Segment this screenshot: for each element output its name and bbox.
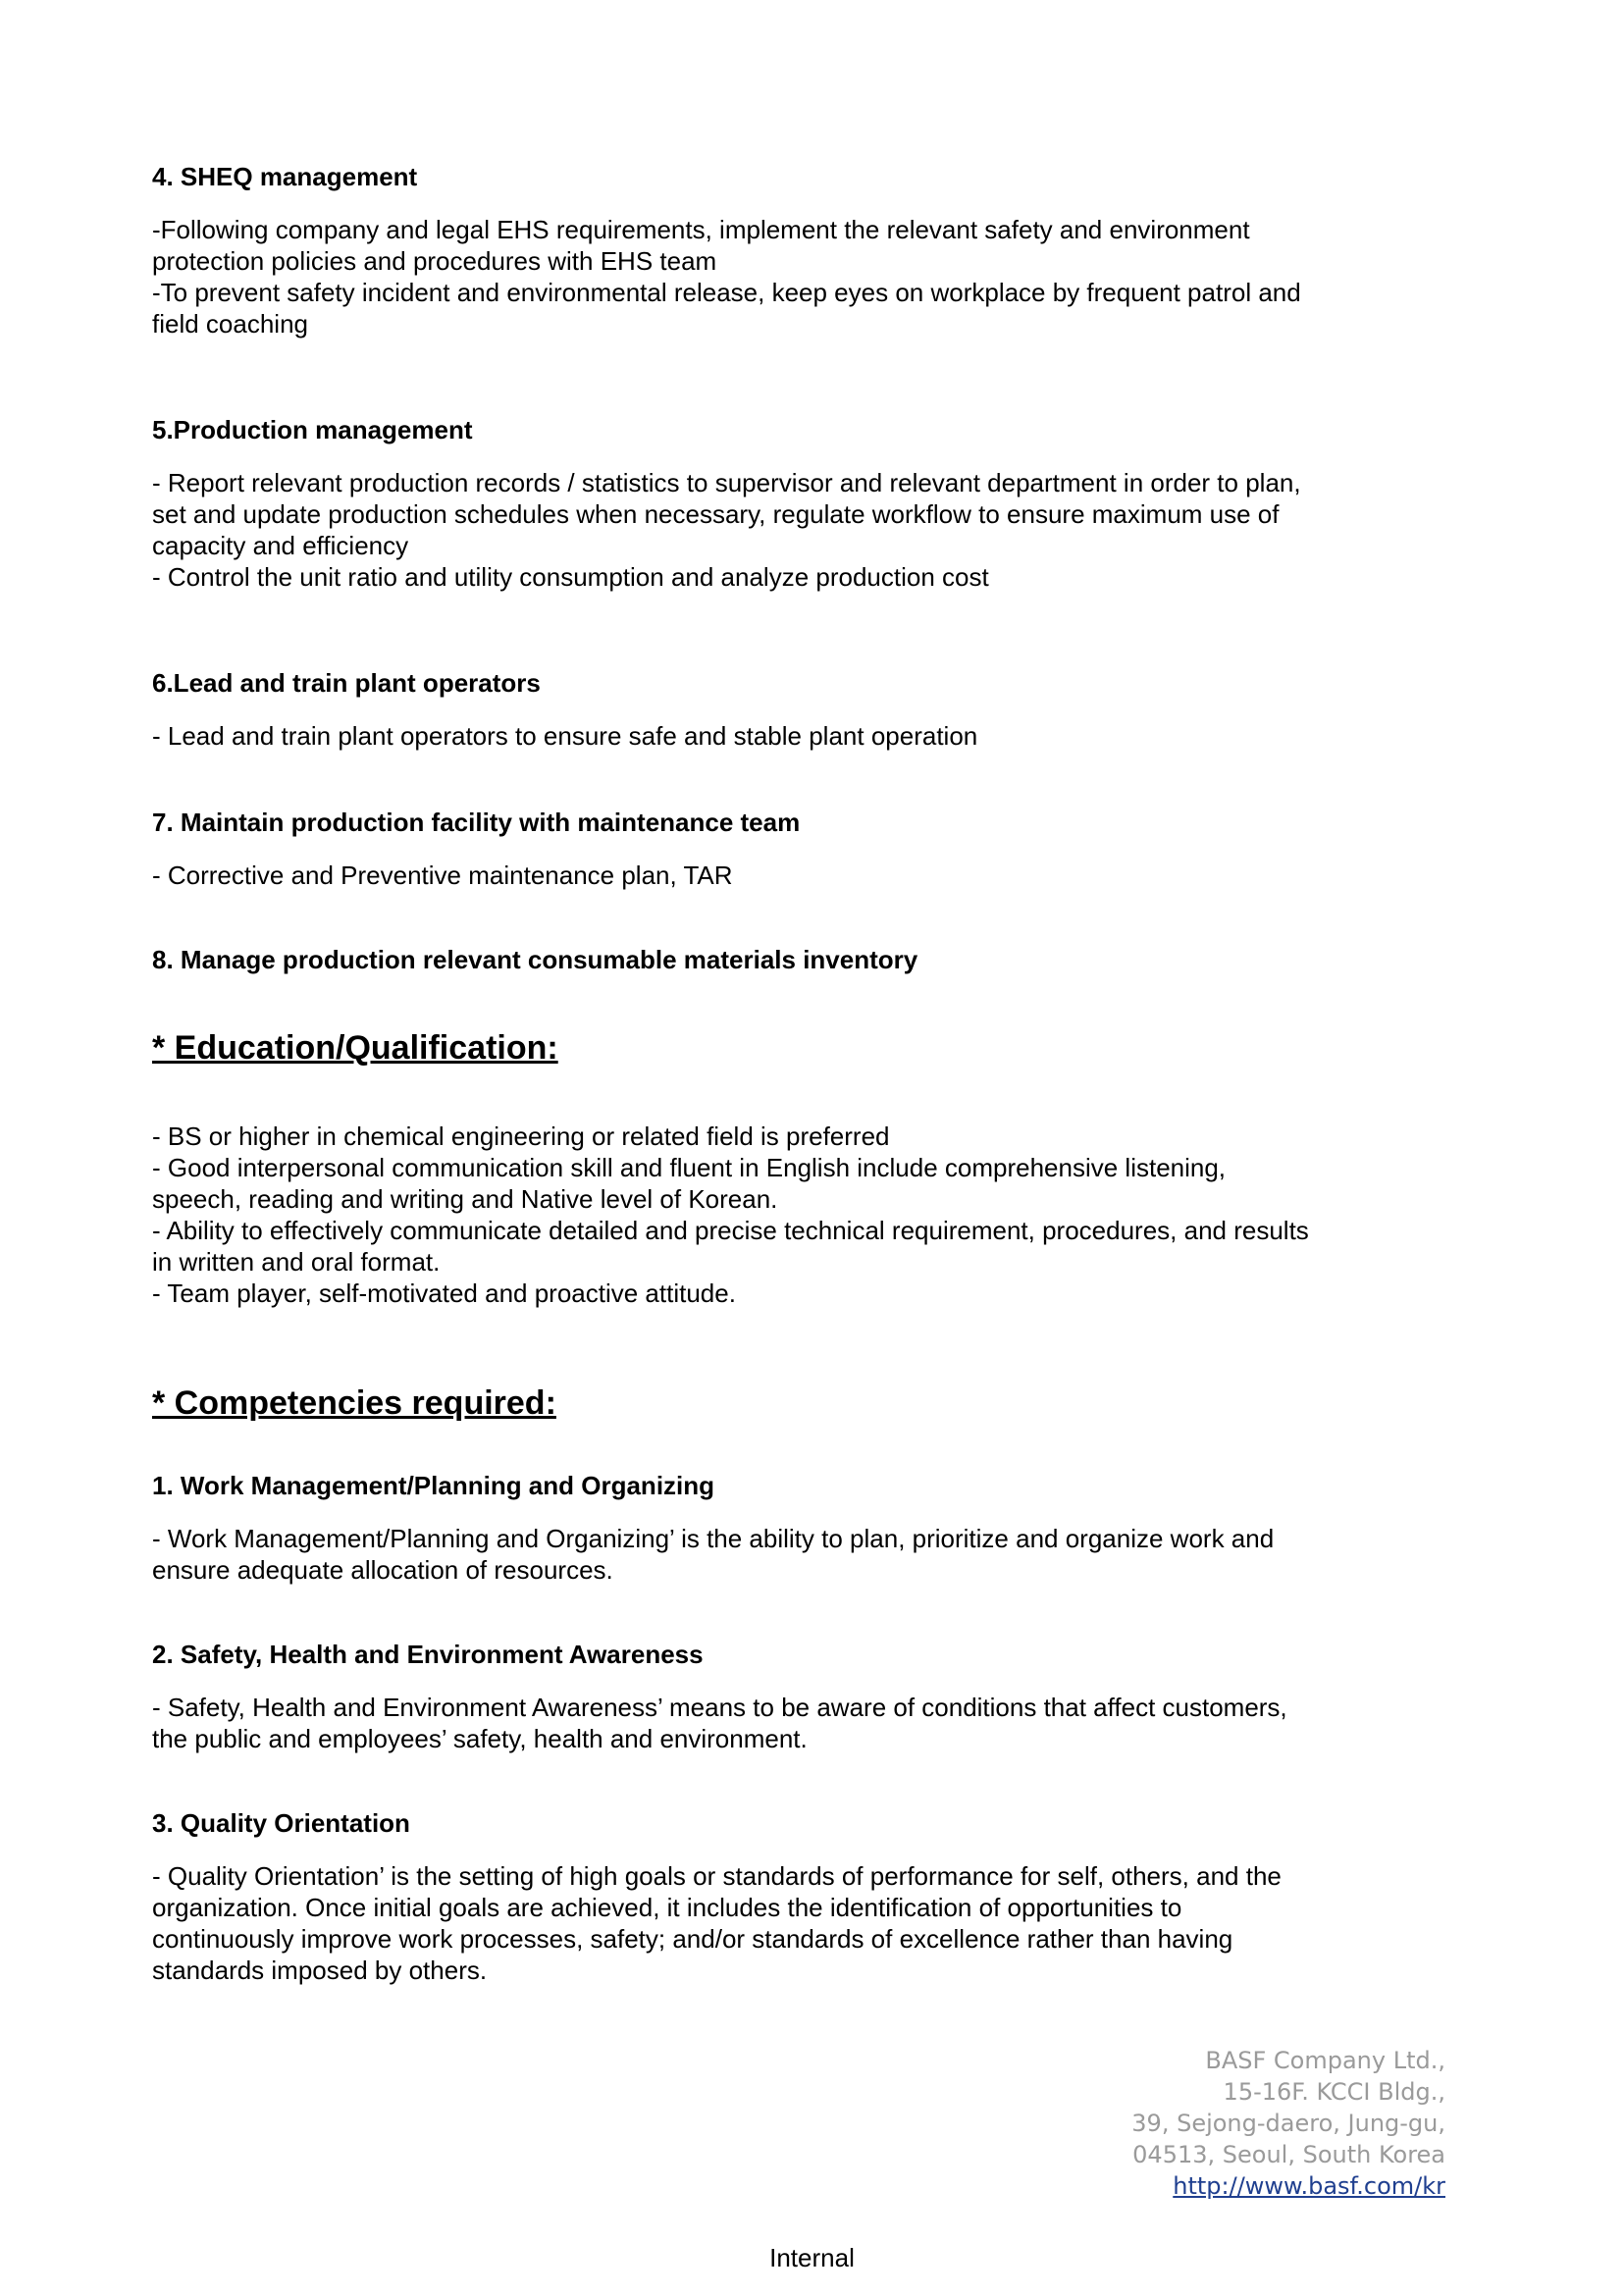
section-text-line: capacity and efficiency	[152, 531, 409, 560]
competency-text-line: ensure adequate allocation of resources.	[152, 1555, 613, 1585]
section-lead-train-operators	[152, 667, 1428, 752]
section-consumable-inventory	[152, 944, 1428, 975]
section-education	[152, 1028, 1428, 1309]
company-city: 04513, Seoul, South Korea	[1132, 2141, 1445, 2168]
competencies-heading: * Competencies required:	[152, 1384, 556, 1422]
company-building: 15-16F. KCCI Bldg.,	[1223, 2078, 1445, 2106]
competency-text-line: - Work Management/Planning and Organizing’ is the ability to plan, prioritize and organize work and	[152, 1524, 1275, 1553]
section-text-line: - Lead and train plant operators to ensure safe and stable plant operation	[152, 721, 978, 751]
education-line: - Ability to effectively communicate detailed and precise technical requirement, procedures, and results	[152, 1216, 1309, 1245]
competency-text-line: - Safety, Health and Environment Awareness’ means to be aware of conditions that affect customers,	[152, 1693, 1287, 1722]
competency-item	[152, 1470, 1428, 1586]
competency-text-line: the public and employees’ safety, health and environment.	[152, 1724, 808, 1753]
section-sheq-management	[152, 161, 1428, 339]
section-text-line: - Report relevant production records / statistics to supervisor and relevant department in order to plan,	[152, 468, 1301, 497]
section-text-line: -Following company and legal EHS requirements, implement the relevant safety and environment	[152, 215, 1250, 244]
education-line: - Good interpersonal communication skill and fluent in English include comprehensive listening,	[152, 1153, 1227, 1182]
company-address	[1131, 2045, 1445, 2202]
company-street: 39, Sejong-daero, Jung-gu,	[1131, 2110, 1445, 2137]
competency-heading: 1. Work Management/Planning and Organizing	[152, 1471, 715, 1500]
company-name: BASF Company Ltd.,	[1205, 2047, 1445, 2074]
competency-text-line: - Quality Orientation’ is the setting of high goals or standards of performance for self, others, and the	[152, 1861, 1282, 1891]
section-text-line: set and update production schedules when necessary, regulate workflow to ensure maximum use of	[152, 499, 1280, 529]
section-heading: 6.Lead and train plant operators	[152, 668, 541, 698]
competency-heading: 2. Safety, Health and Environment Awareness	[152, 1640, 704, 1669]
section-competencies	[152, 1383, 1428, 1986]
section-production-management	[152, 414, 1428, 593]
competency-text-line: continuously improve work processes, safety; and/or standards of excellence rather than having	[152, 1924, 1233, 1954]
competency-item	[152, 1639, 1428, 1754]
education-line: - BS or higher in chemical engineering or related field is preferred	[152, 1121, 890, 1151]
section-heading: 4. SHEQ management	[152, 162, 418, 191]
section-text-line: - Corrective and Preventive maintenance plan, TAR	[152, 861, 733, 890]
document-body	[152, 161, 1428, 1986]
section-text-line: - Control the unit ratio and utility consumption and analyze production cost	[152, 562, 989, 592]
section-maintain-facility	[152, 807, 1428, 891]
education-line: speech, reading and writing and Native level of Korean.	[152, 1184, 778, 1214]
section-text-line: -To prevent safety incident and environmental release, keep eyes on workplace by frequent patrol and	[152, 278, 1301, 307]
competency-text-line: standards imposed by others.	[152, 1956, 488, 1985]
section-heading: 7. Maintain production facility with maintenance team	[152, 808, 801, 837]
section-heading: 8. Manage production relevant consumable materials inventory	[152, 945, 918, 974]
competency-heading: 3. Quality Orientation	[152, 1808, 410, 1838]
company-website-link[interactable]: http://www.basf.com/kr	[1173, 2172, 1445, 2200]
section-text-line: field coaching	[152, 309, 308, 339]
section-text-line: protection policies and procedures with EHS team	[152, 246, 717, 276]
competency-item	[152, 1807, 1428, 1986]
education-line: - Team player, self-motivated and proactive attitude.	[152, 1278, 736, 1308]
classification-label: Internal	[769, 2243, 855, 2272]
competency-text-line: organization. Once initial goals are achieved, it includes the identification of opportunities to	[152, 1893, 1182, 1922]
section-heading: 5.Production management	[152, 415, 473, 444]
education-line: in written and oral format.	[152, 1247, 441, 1277]
education-heading: * Education/Qualification:	[152, 1029, 558, 1067]
